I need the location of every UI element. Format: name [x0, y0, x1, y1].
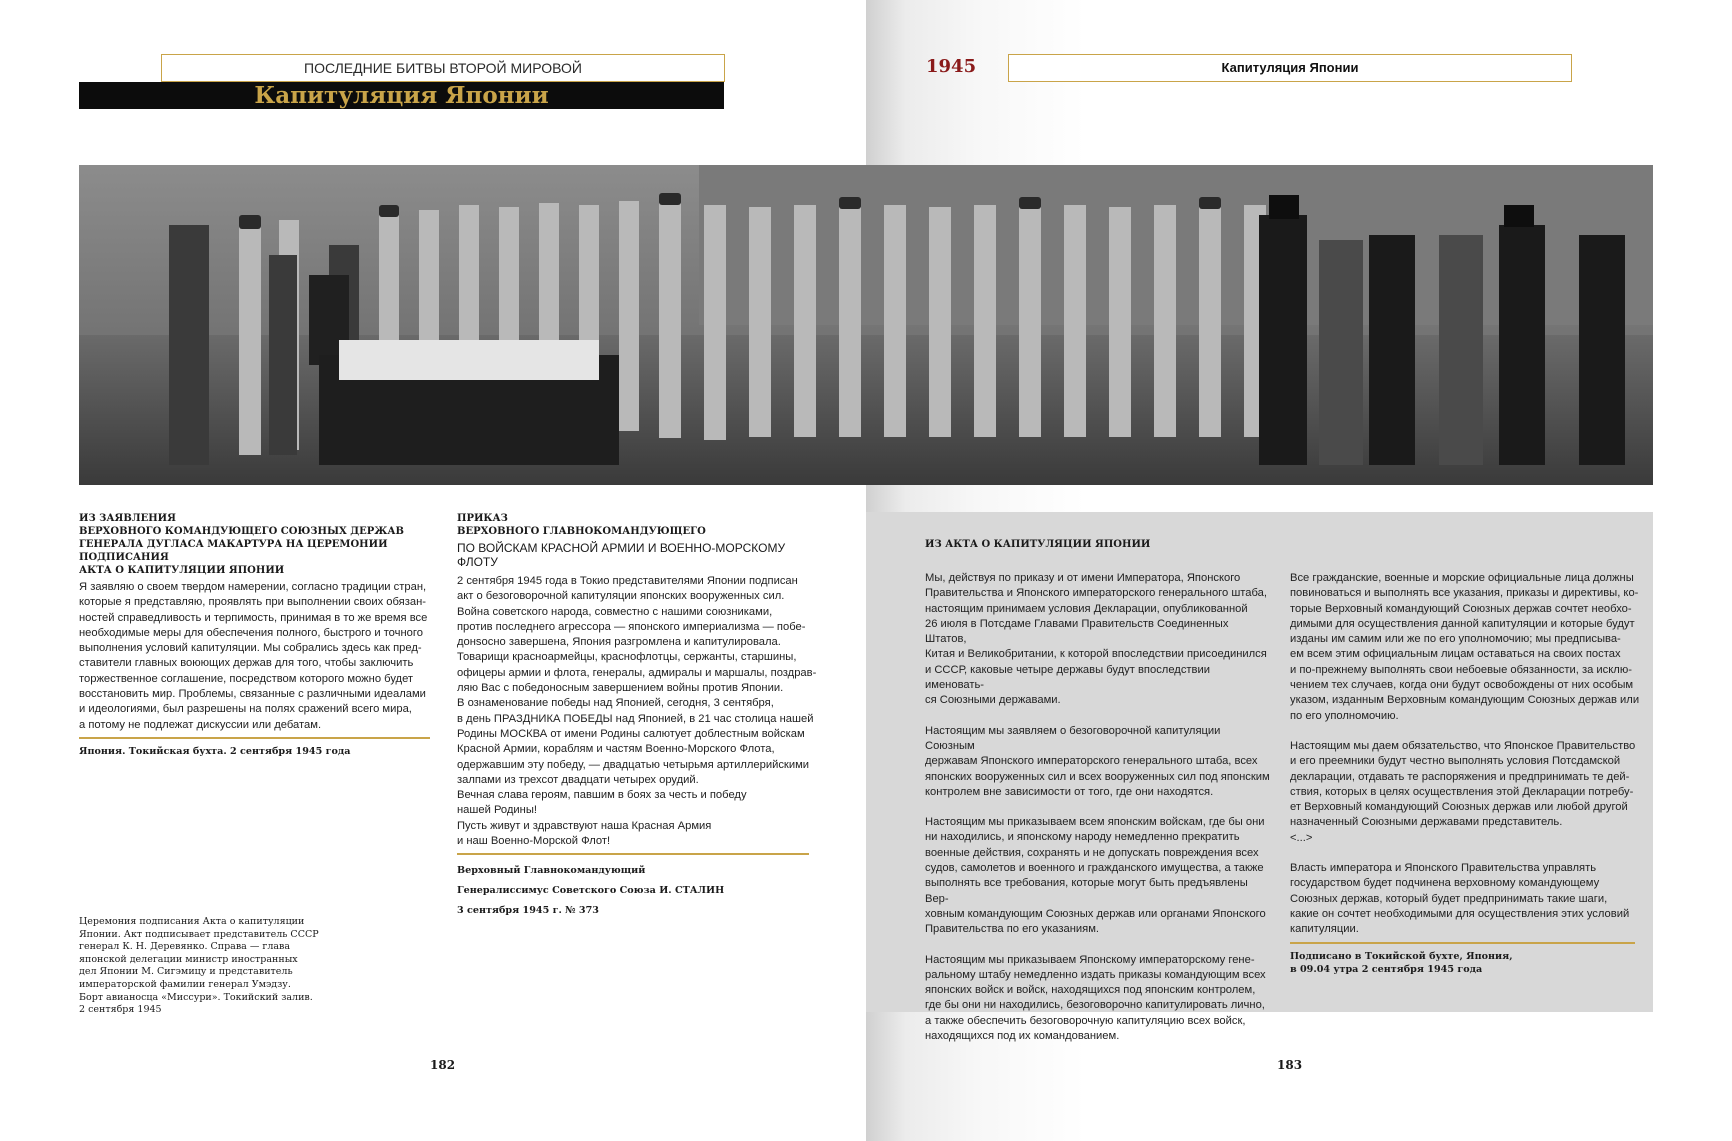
text-line: выполнения условий капитуляции. Мы собрались здесь как пред-: [79, 642, 422, 655]
text-line: ральному штабу немедленно издать приказы командующим всех: [925, 968, 1266, 981]
text-line: и по-прежнему выполнять свои небоевые обязанности, за исклю-: [1290, 663, 1632, 676]
caption-line: генерал К. Н. Деревянко. Справа — глава: [79, 941, 291, 953]
text-line: акт о безоговорочной капитуляции японских вооруженных сил.: [457, 590, 785, 603]
text-line: ет Верховный командующий Союзных держав или любой другой: [1290, 801, 1628, 814]
text-line: Настоящим мы даем обязательство, что Японское Правительство: [1290, 739, 1636, 752]
caption-line: императорской фамилии генерал Умэдзу.: [79, 978, 291, 990]
act-heading: ИЗ АКТА О КАПИТУЛЯЦИИ ЯПОНИИ: [925, 539, 1151, 550]
order-date-number: 3 сентября 1945 г. № 373: [457, 905, 599, 917]
text-line: димыми для осуществления данной капитуляции и которые будут: [1290, 617, 1635, 630]
text-line: японских войск и войск, находящихся под японским контролем,: [925, 984, 1256, 997]
caption-line: 2 сентября 1945: [79, 1004, 162, 1016]
text-line: где бы они ни находились, безоговорочно капитулировать лично,: [925, 999, 1265, 1012]
text-line: капитуляции.: [1290, 923, 1359, 936]
text-line: одержавшим эту победу, — двадцатью четырьмя артиллерийскими: [457, 758, 810, 771]
text-line: 2 сентября 1945 года в Токио представителями Японии подписан: [457, 575, 798, 587]
act-signed-place: [1290, 950, 1640, 976]
text-line: ховным командующим Союзных держав или органами Японского: [925, 907, 1266, 920]
act-paragraph: [925, 953, 1270, 1045]
text-line: державам Японского императорского генерального штаба, всех: [925, 755, 1258, 768]
text-line: ставители главных воюющих держав для того, чтобы заключить: [79, 657, 414, 670]
order-subheading: ПО ВОЙСКАМ КРАСНОЙ АРМИИ И ВОЕННО-МОРСКОМУ ФЛОТУ: [457, 541, 786, 569]
text-line: Правительства и Японского императорского генерального штаба,: [925, 587, 1268, 600]
text-line: восстановить мир. Проблемы, связанные с различными идеалами: [79, 688, 426, 701]
text-line: ся Союзными державами.: [925, 694, 1061, 707]
caption-line: японской делегации министр иностранных: [79, 953, 298, 965]
stalin-order: [457, 512, 817, 917]
text-line: против последнего агрессора — японского империализма — побе-: [457, 620, 806, 633]
text-line: и наш Военно-Морской Флот!: [457, 835, 611, 848]
text-line: декларации, отдавать те распоряжения и предпринимать те дей-: [1290, 770, 1630, 783]
text-line: какие он сочтет необходимыми для осуществления этих условий: [1290, 907, 1630, 920]
gold-rule: [1290, 942, 1635, 944]
text-line: находящихся под их командованием.: [925, 1030, 1120, 1043]
text-line: назначенный Союзными державами представитель.: [1290, 816, 1563, 829]
text-line: ляю Вас с победоносным завершением войны против Японии.: [457, 682, 784, 695]
text-line: Настоящим мы приказываем Японскому императорскому гене-: [925, 953, 1255, 966]
text-line: ем всем этим официальным лицам оставаться на своих постах: [1290, 648, 1621, 661]
text-line: и идеологиями, был разрешены на полях сражений всего мира,: [79, 703, 412, 716]
photo-caption: [79, 916, 319, 1017]
text-line: указом, изданным Верховным командующим Союзных держав или: [1290, 694, 1640, 707]
macarthur-text: [79, 580, 429, 733]
act-paragraph: [1290, 571, 1640, 724]
text-line: ни находились, и японскому народу немедленно прекратить: [925, 831, 1240, 844]
order-signature-title: Верховный Главнокомандующий: [457, 865, 646, 877]
series-title: ПОСЛЕДНИЕ БИТВЫ ВТОРОЙ МИРОВОЙ: [161, 54, 725, 82]
signed-line: Подписано в Токийской бухте, Япония,: [1290, 950, 1513, 962]
gold-rule: [457, 853, 809, 855]
text-line: Все гражданские, военные и морские официальные лица должны: [1290, 572, 1634, 584]
text-line: ностей справедливость и терпимость, принимая в то же время все: [79, 611, 428, 624]
text-line: офицеры армии и флота, генералы, адмиралы и маршалы, поздрав-: [457, 666, 817, 679]
text-line: Настоящим мы заявляем о безоговорочной капитуляции Союзным: [925, 724, 1221, 752]
text-line: в день ПРАЗДНИКА ПОБЕДЫ над Японией, в 21 час столица нашей: [457, 712, 814, 725]
ceremony-photo-illustration: [79, 165, 1653, 485]
macarthur-heading: [79, 512, 429, 577]
heading-line: ВЕРХОВНОГО ГЛАВНОКОМАНДУЮЩЕГО: [457, 526, 706, 537]
text-line: Власть императора и Японского Правительства управлять: [1290, 862, 1597, 875]
text-line: которые я представляю, проявлять при выполнении своих обязан-: [79, 596, 426, 609]
text-line: Настоящим мы приказываем всем японским войскам, где бы они: [925, 816, 1265, 829]
text-line: японских вооруженных сил и всех вооруженных сил под японским: [925, 770, 1270, 783]
page-number-right: 183: [1277, 1058, 1303, 1072]
running-chapter-title: Капитуляция Японии: [1008, 54, 1572, 82]
text-line: Китая и Великобритании, к которой впоследствии присоединился: [925, 648, 1267, 661]
text-line: Пусть живут и здравствуют наша Красная Армия: [457, 819, 712, 832]
text-line: донsocно завершена, Япония разгромлена и капитулировала.: [457, 636, 781, 649]
act-paragraph: [925, 571, 1270, 709]
text-line: В ознаменование победы над Японией, сегодня, 3 сентября,: [457, 697, 774, 710]
text-line: Союзных держав, который будет предпринимать такие шаги,: [1290, 892, 1608, 905]
text-line: военные действия, сохранять и не допускать повреждения всех: [925, 846, 1259, 859]
text-line: выполнять все требования, которые могут быть предъявлены Вер-: [925, 877, 1248, 905]
heading-line: ВЕРХОВНОГО КОМАНДУЮЩЕГО СОЮЗНЫХ ДЕРЖАВ: [79, 526, 404, 537]
text-line: Товарищи красноармейцы, краснофлотцы, сержанты, старшины,: [457, 651, 797, 664]
text-line: контролем вне зависимости от того, где они находятся.: [925, 785, 1214, 798]
chapter-title-bar: [79, 82, 724, 109]
ceremony-photo: [79, 165, 1653, 485]
text-line: судов, самолетов и военного и гражданского имущества, а также: [925, 862, 1264, 875]
text-line: Я заявляю о своем твердом намерении, согласно традиции стран,: [79, 581, 427, 593]
text-line: и СССР, каковые четыре державы будут впоследствии именовать-: [925, 663, 1210, 692]
caption-line: Японии. Акт подписывает представитель СССР: [79, 928, 319, 940]
text-line: и его преемники будут честно выполнять условия Потсдамской: [1290, 755, 1621, 768]
act-paragraph: [1290, 739, 1640, 846]
act-paragraph: [925, 724, 1270, 800]
text-line: ствия, которых в целях осуществления этой Декларации потребу-: [1290, 785, 1634, 798]
text-line: <...>: [1290, 831, 1313, 844]
act-paragraph: [1290, 861, 1640, 937]
heading-line: АКТА О КАПИТУЛЯЦИИ ЯПОНИИ: [79, 565, 285, 576]
text-line: Мы, действуя по приказу и от имени Императора, Японского: [925, 572, 1241, 584]
act-column-1: [925, 571, 1270, 1059]
year-label: 1945: [926, 56, 977, 77]
caption-line: Церемония подписания Акта о капитуляции: [79, 916, 305, 927]
chapter-title: Капитуляция Японии: [254, 82, 549, 109]
caption-line: дел Японии М. Сигэмицу и представитель: [79, 966, 293, 978]
text-line: Вечная слава героям, павшим в боях за честь и победу: [457, 789, 747, 802]
text-line: настоящим принимаем условия Декларации, опубликованной: [925, 602, 1248, 615]
text-line: торжественное соглашение, посредством которого можно будет: [79, 672, 414, 685]
text-line: нашей Родины!: [457, 804, 538, 817]
text-line: изданы им самим или же по его уполномочию; мы предписыва-: [1290, 633, 1621, 646]
text-line: торые Верховный командующий Союзных держав сочтет необхо-: [1290, 602, 1632, 615]
statement-place-date: Япония. Токийская бухта. 2 сентября 1945 года: [79, 745, 351, 757]
text-line: залпами из трехсот двадцати четырех орудий.: [457, 773, 699, 786]
text-line: Война советского народа, совместно с нашими союзниками,: [457, 605, 773, 618]
text-line: необходимые меры для обеспечения полного, быстрого и точного: [79, 626, 423, 639]
text-line: повиноваться и выполнять все указания, приказы и директивы, ко-: [1290, 587, 1639, 600]
order-text: [457, 574, 817, 849]
text-line: государством будет подчинена верховному командующему: [1290, 877, 1600, 890]
act-paragraph: [925, 815, 1270, 937]
heading-line: ИЗ ЗАЯВЛЕНИЯ: [79, 513, 176, 524]
text-line: Родины МОСКВА от имени Родины салютует доблестным войскам: [457, 727, 805, 740]
signed-line: в 09.04 утра 2 сентября 1945 года: [1290, 963, 1483, 975]
text-line: Правительства по его указаниям.: [925, 923, 1099, 936]
gold-rule: [79, 737, 430, 739]
heading-line: ПРИКАЗ: [457, 513, 508, 524]
text-line: чением тех случаев, когда они будут освобождены от них особым: [1290, 679, 1634, 692]
text-line: Красной Армии, кораблям и частям Военно-Морского Флота,: [457, 743, 775, 756]
text-line: по его уполномочию.: [1290, 709, 1399, 722]
page-number-left: 182: [430, 1058, 456, 1072]
macarthur-statement: [79, 512, 429, 758]
text-line: а потому не подлежат дискуссии или дебатам.: [79, 718, 322, 731]
order-signature-name: Генералиссимус Советского Союза И. СТАЛИН: [457, 885, 725, 897]
act-column-2: [1290, 571, 1640, 976]
text-line: а также обеспечить безоговорочную капитуляцию всех войск,: [925, 1014, 1246, 1027]
caption-line: Борт авианосца «Миссури». Токийский залив.: [79, 991, 313, 1003]
order-heading: [457, 512, 817, 538]
heading-line: ГЕНЕРАЛА ДУГЛАСА МАКАРТУРА НА ЦЕРЕМОНИИ ПОДПИСАНИЯ: [79, 539, 388, 563]
text-line: 26 июля в Потсдаме Главами Правительств Соединенных Штатов,: [925, 617, 1229, 646]
